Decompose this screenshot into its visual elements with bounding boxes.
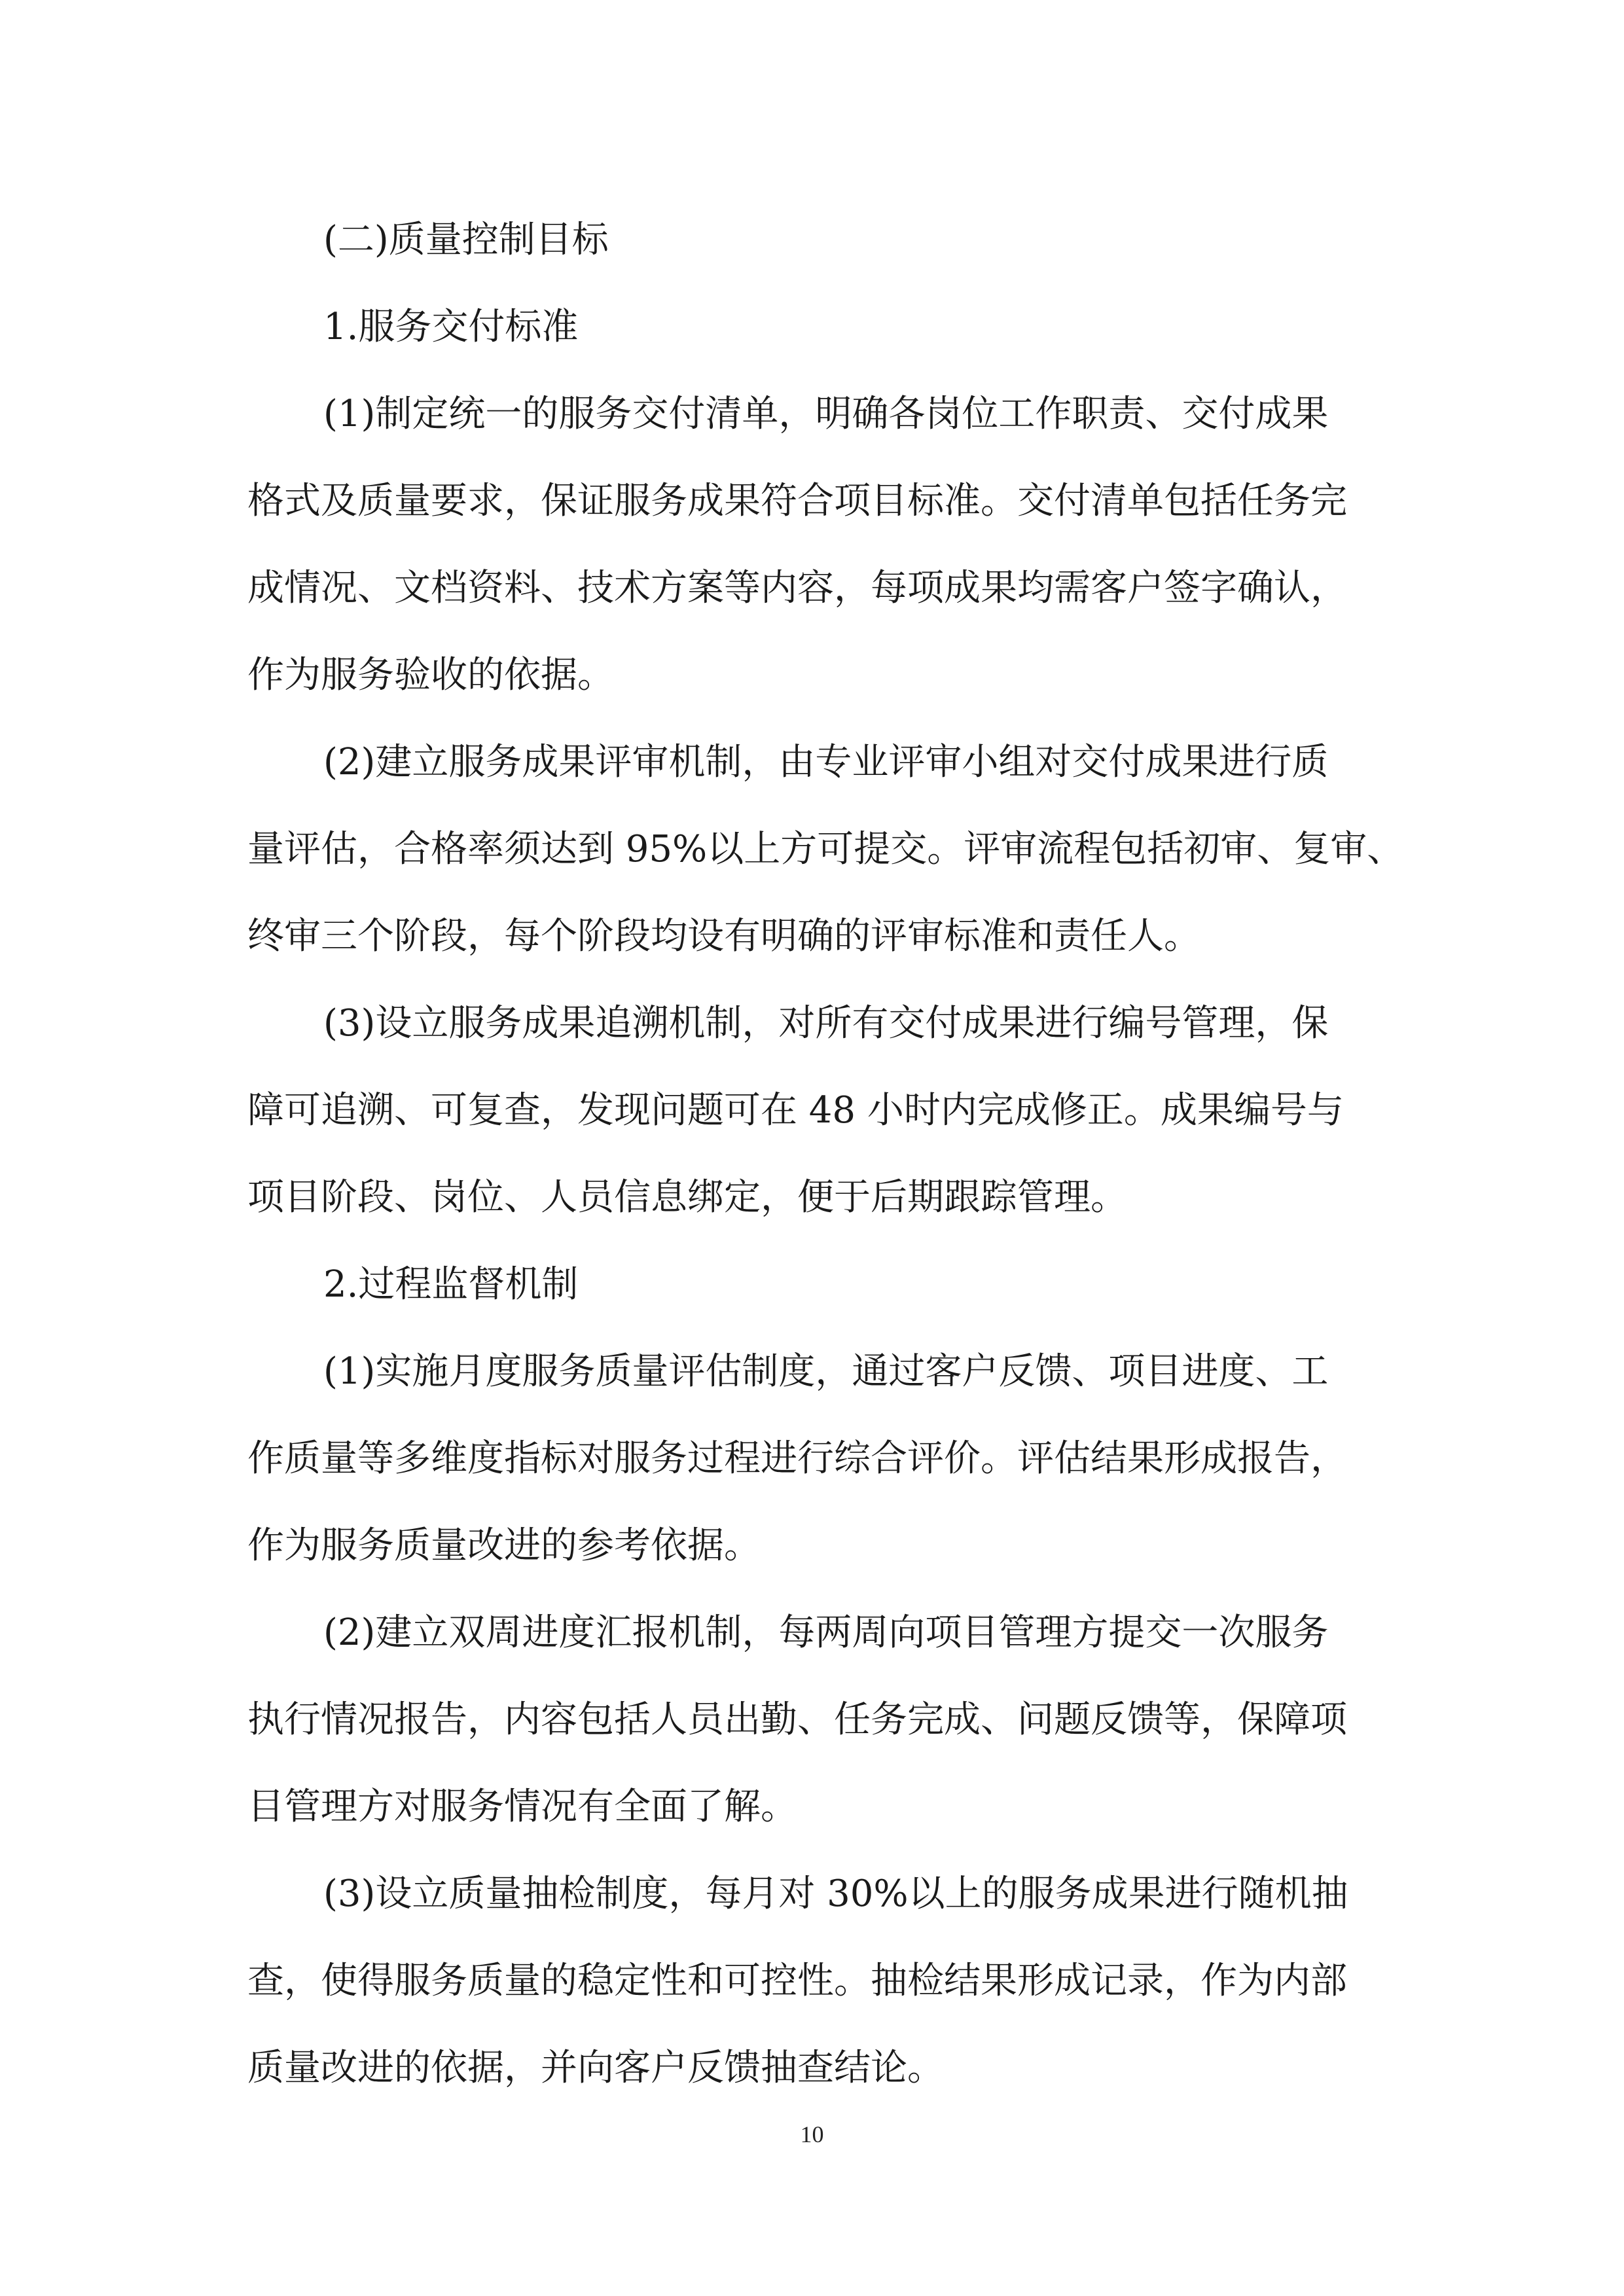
text-line: 项目阶段、岗位、人员信息绑定，便于后期跟踪管理。 [247, 1176, 1127, 1219]
text-line: 量评估，合格率须达到 95%以上方可提交。评审流程包括初审、复审、 [247, 828, 1404, 870]
text-line: 查，使得服务质量的稳定性和可控性。抽检结果形成记录，作为内部 [247, 1960, 1347, 2002]
text-line: 目管理方对服务情况有全面了解。 [247, 1785, 797, 1828]
text-line: (1)制定统一的服务交付清单，明确各岗位工作职责、交付成果 [323, 393, 1329, 435]
text-line: (3)设立服务成果追溯机制，对所有交付成果进行编号管理，保 [323, 1002, 1329, 1045]
text-line: 终审三个阶段，每个阶段均设有明确的评审标准和责任人。 [247, 915, 1200, 958]
document-body [247, 196, 1404, 2111]
text-line: 成情况、文档资料、技术方案等内容，每项成果均需客户签字确认， [247, 567, 1347, 609]
text-line: (二)质量控制目标 [323, 219, 609, 261]
page-number: 10 [800, 2121, 824, 2147]
text-line: 障可追溯、可复查，发现问题可在 48 小时内完成修正。成果编号与 [247, 1089, 1344, 1132]
text-line: 质量改进的依据，并向客户反馈抽查结论。 [247, 2047, 944, 2089]
text-line: 作为服务验收的依据。 [247, 654, 614, 696]
text-line: 作质量等多维度指标对服务过程进行综合评价。评估结果形成报告， [247, 1437, 1347, 1480]
text-line: (1)实施月度服务质量评估制度，通过客户反馈、项目进度、工 [323, 1350, 1329, 1393]
text-line: 1.服务交付标准 [323, 306, 579, 348]
text-line: 格式及质量要求，保证服务成果符合项目标准。交付清单包括任务完 [247, 480, 1347, 522]
text-line: 执行情况报告，内容包括人员出勤、任务完成、问题反馈等，保障项 [247, 1698, 1347, 1741]
text-line: 作为服务质量改进的参考依据。 [247, 1524, 761, 1567]
text-line: 2.过程监督机制 [323, 1263, 579, 1306]
text-line: (2)建立服务成果评审机制，由专业评审小组对交付成果进行质 [323, 741, 1329, 783]
text-line: (3)设立质量抽检制度，每月对 30%以上的服务成果进行随机抽 [323, 1873, 1348, 1915]
text-line: (2)建立双周进度汇报机制，每两周向项目管理方提交一次服务 [323, 1611, 1329, 1654]
